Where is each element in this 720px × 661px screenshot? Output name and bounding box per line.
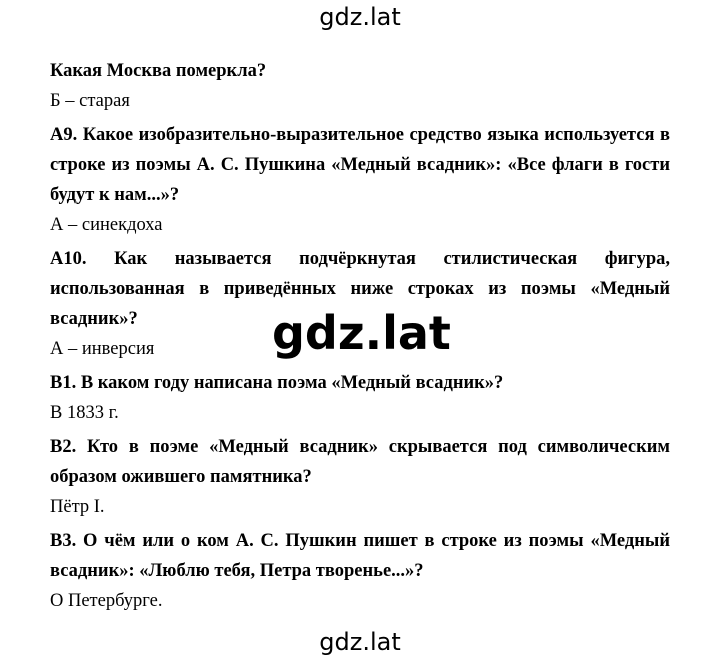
question-text: А9. Какое изобразительно-выразительное средство языка используется в строке из поэмы А. С. Пушкина «Медный всадник»: «Все флаги в гости будут к нам...»?: [50, 125, 670, 205]
answer-text: А – инверсия: [50, 339, 155, 359]
watermark-center: gdz.lat: [272, 306, 451, 360]
watermark-top: gdz.lat: [319, 3, 401, 31]
question-text: В3. О чём или о ком А. С. Пушкин пишет в строке из поэмы «Медный всадник»: «Люблю тебя, Петра творенье...»?: [50, 531, 670, 581]
question-text: В2. Кто в поэме «Медный всадник» скрывается под символическим образом ожившего памятника?: [50, 437, 670, 487]
answer-text: Б – старая: [50, 91, 130, 111]
answer-text: А – синекдоха: [50, 215, 163, 235]
answer-text: О Петербурге.: [50, 591, 163, 611]
question-text: Какая Москва померкла?: [50, 61, 267, 81]
question-text: А10. Как называется подчёркнутая стилистическая фигура, использованная в приведённых ниже строках из поэмы «Медный всадник»?: [50, 249, 670, 329]
watermark-bottom: gdz.lat: [319, 628, 401, 656]
answer-text: В 1833 г.: [50, 403, 119, 423]
answer-text: Пётр I.: [50, 497, 105, 517]
question-text: В1. В каком году написана поэма «Медный всадник»?: [50, 373, 504, 393]
